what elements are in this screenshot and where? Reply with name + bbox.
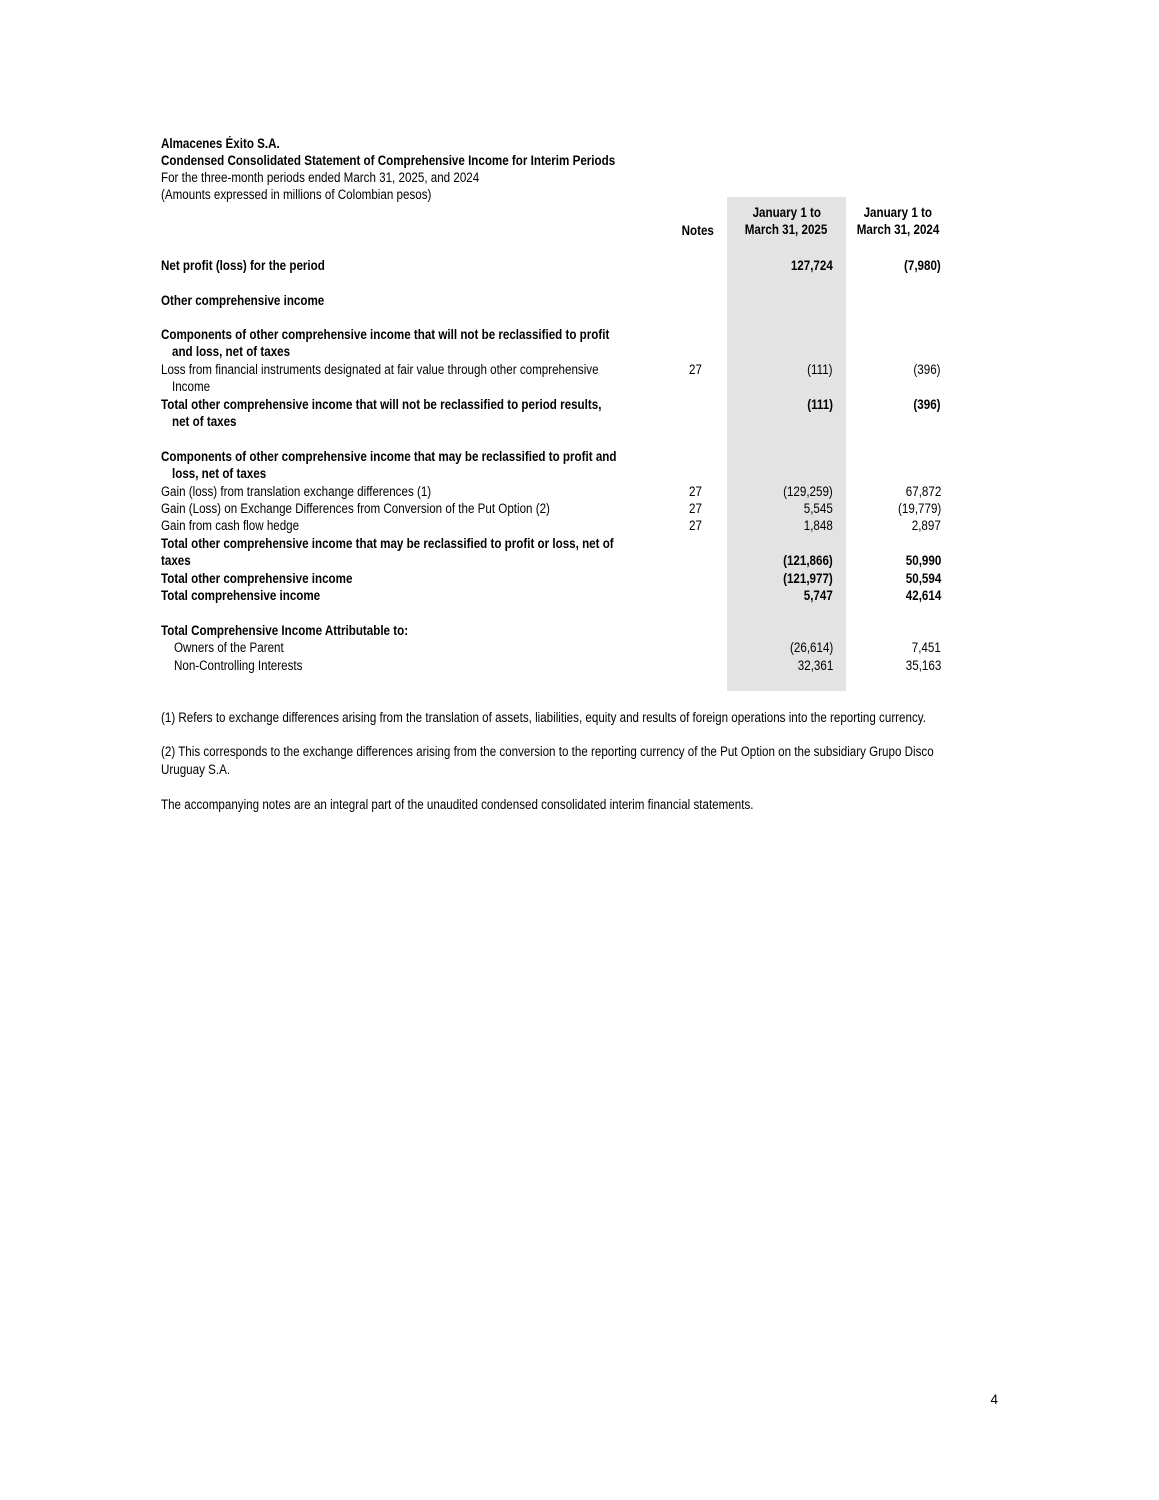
statement-units: (Amounts expressed in millions of Colombian pesos)	[161, 187, 432, 202]
oci-heading: Other comprehensive income	[161, 293, 325, 308]
row-owners-2024: 7,451	[911, 640, 941, 655]
row-put-option-label: Gain (Loss) on Exchange Differences from Conversion of the Put Option (2)	[161, 501, 550, 516]
row-translation-label: Gain (loss) from translation exchange differences (1)	[161, 484, 432, 499]
footnote-2-cont: Uruguay S.A.	[161, 762, 231, 777]
row-total-not-reclass-2024: (396)	[913, 397, 941, 412]
column-header-2025: January 1 to March 31, 2025	[745, 205, 828, 237]
row-translation-2025: (129,259)	[783, 484, 833, 499]
reclassified-heading-cont: loss, net of taxes	[172, 466, 267, 481]
column-header-2024: January 1 to March 31, 2024	[856, 205, 940, 237]
closing-note: The accompanying notes are an integral part of the unaudited condensed consolidated interim financial statements.	[161, 797, 754, 812]
not-reclassified-heading: Components of other comprehensive income that will not be reclassified to profit	[161, 327, 610, 342]
notes-column-header: Notes	[681, 223, 715, 238]
row-total-not-reclass-2025: (111)	[807, 397, 833, 412]
row-put-option-note: 27	[689, 501, 702, 516]
row-net-profit-2025: 127,724	[791, 258, 833, 273]
row-total-ci-label: Total comprehensive income	[161, 588, 321, 603]
row-put-option-2025: 5,545	[803, 501, 833, 516]
row-fin-instruments-note: 27	[689, 362, 702, 377]
row-put-option-2024: (19,779)	[897, 501, 941, 516]
row-owners-label: Owners of the Parent	[174, 640, 284, 655]
row-translation-2024: 67,872	[905, 484, 941, 499]
row-hedge-2025: 1,848	[803, 518, 833, 533]
row-total-reclass-2025: (121,866)	[783, 553, 833, 568]
footnote-1: (1) Refers to exchange differences arising from the translation of assets, liabilities, equity and results of foreign operations into the reporting currency.	[161, 710, 926, 725]
row-owners-2025: (26,614)	[789, 640, 833, 655]
row-total-not-reclass-label-cont: net of taxes	[172, 414, 237, 429]
row-fin-instruments-2024: (396)	[913, 362, 941, 377]
statement-title: Condensed Consolidated Statement of Comprehensive Income for Interim Periods	[161, 153, 616, 168]
row-total-oci-label: Total other comprehensive income	[161, 571, 353, 586]
row-net-profit-2024: (7,980)	[904, 258, 941, 273]
reclassified-heading: Components of other comprehensive income that may be reclassified to profit and	[161, 449, 617, 464]
row-total-reclass-2024: 50,990	[905, 553, 941, 568]
row-total-not-reclass-label: Total other comprehensive income that will not be reclassified to period results,	[161, 397, 602, 412]
row-hedge-2024: 2,897	[911, 518, 941, 533]
row-nci-2025: 32,361	[797, 658, 833, 673]
row-fin-instruments-label-cont: Income	[172, 379, 211, 394]
row-net-profit-label: Net profit (loss) for the period	[161, 258, 325, 273]
row-total-ci-2025: 5,747	[803, 588, 833, 603]
row-translation-note: 27	[689, 484, 702, 499]
row-total-ci-2024: 42,614	[905, 588, 941, 603]
row-fin-instruments-label: Loss from financial instruments designated at fair value through other comprehensive	[161, 362, 599, 377]
not-reclassified-heading-cont: and loss, net of taxes	[172, 344, 291, 359]
row-hedge-note: 27	[689, 518, 702, 533]
row-nci-label: Non-Controlling Interests	[174, 658, 303, 673]
row-fin-instruments-2025: (111)	[807, 362, 833, 377]
footnote-2: (2) This corresponds to the exchange differences arising from the conversion to the reporting currency of the Put Option on the subsidiary Grupo Disco	[161, 744, 934, 759]
row-nci-2024: 35,163	[905, 658, 941, 673]
row-total-reclass-label-cont: taxes	[161, 553, 191, 568]
row-total-oci-2024: 50,594	[905, 571, 941, 586]
statement-period: For the three-month periods ended March 31, 2025, and 2024	[161, 170, 480, 185]
row-hedge-label: Gain from cash flow hedge	[161, 518, 300, 533]
attributable-heading: Total Comprehensive Income Attributable to:	[161, 623, 409, 638]
row-total-reclass-label: Total other comprehensive income that may be reclassified to profit or loss, net of	[161, 536, 614, 551]
company-name: Almacenes Éxito S.A.	[161, 136, 280, 151]
page-number: 4	[990, 1392, 998, 1407]
row-total-oci-2025: (121,977)	[783, 571, 833, 586]
